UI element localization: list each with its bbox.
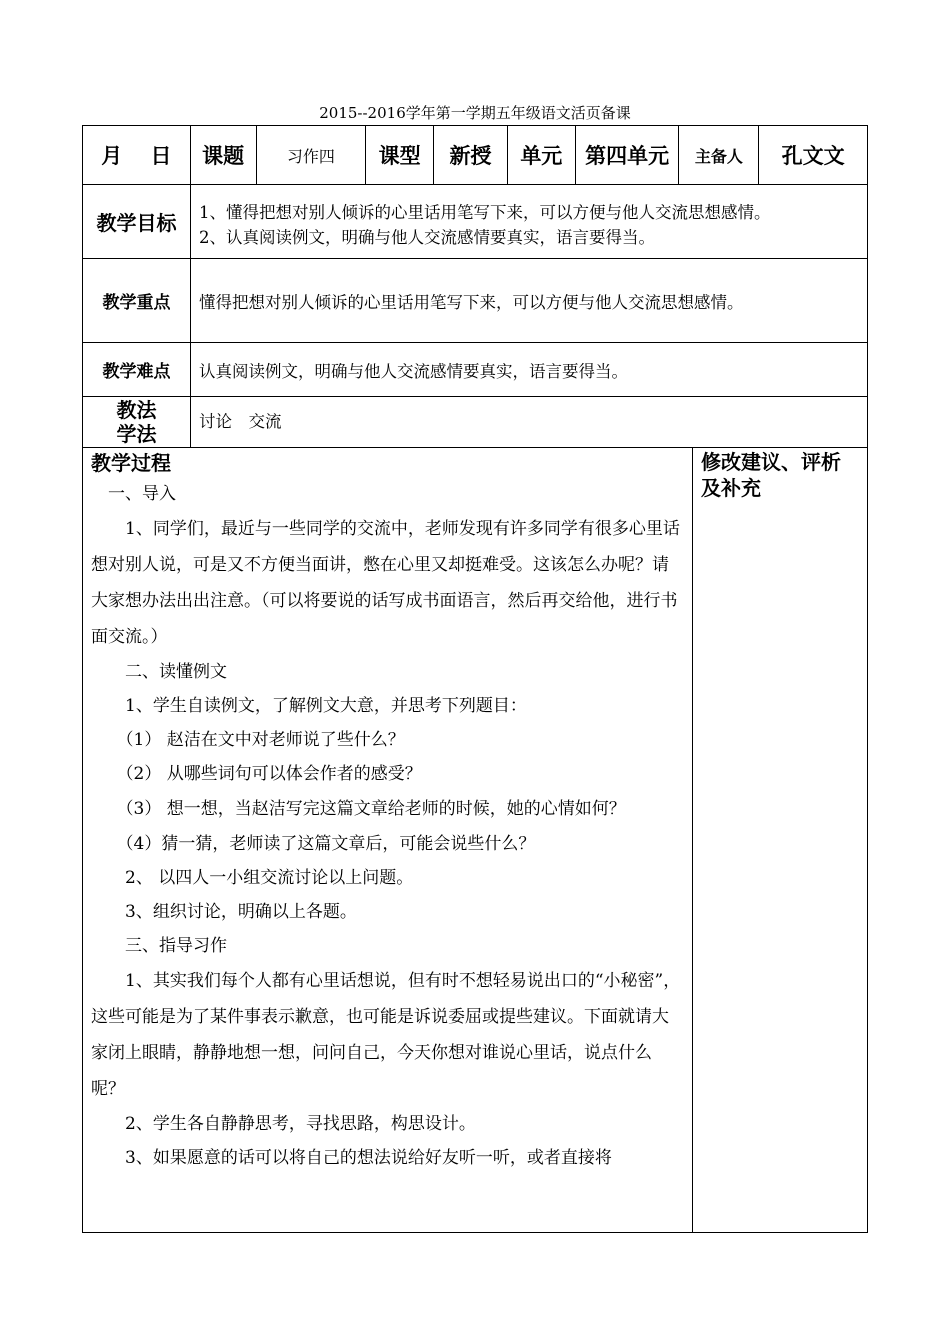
unit-value: 第四单元: [576, 126, 680, 184]
unit-label: 单元: [508, 126, 576, 184]
process-section: [82, 447, 868, 1233]
key-points-row: [82, 259, 868, 343]
process-column: [83, 447, 693, 1232]
process-paragraph: （2） 从哪些词句可以体会作者的感受？: [91, 764, 422, 784]
document-title: 2015--2016学年第一学期五年级语文活页备课: [319, 104, 631, 122]
key-points-content: 懂得把想对别人倾诉的心里话用笔写下来，可以方便与他人交流思想感情。: [199, 292, 744, 312]
process-paragraph: （1） 赵洁在文中对老师说了些什么？: [91, 730, 405, 750]
process-paragraph: 3、如果愿意的话可以将自己的想法说给好友听一听，或者直接将: [91, 1148, 612, 1168]
topic-value: 习作四: [257, 126, 367, 184]
process-paragraph: 二、读懂例文: [91, 662, 227, 682]
methods-label: [83, 397, 191, 447]
goals-label: 教学目标: [83, 185, 191, 258]
process-paragraph: 1、其实我们每个人都有心里话想说，但有时不想轻易说出口的“小秘密”，这些可能是为了某件事表示歉意，也可能是诉说委屈或提些建议。下面就请大家闭上眼睛，静静地想一想，问问自己，今天你想对谁说心里话，说点什么呢？: [91, 971, 681, 1099]
process-paragraph: 1、学生自读例文，了解例文大意，并思考下列题目：: [91, 696, 527, 716]
methods-content: [191, 397, 867, 447]
difficulties-row: [82, 343, 868, 397]
process-paragraph: （4）猜一猜，老师读了这篇文章后，可能会说些什么？: [91, 834, 536, 854]
methods-label-line2: 学法: [116, 422, 157, 446]
process-paragraph: （3） 想一想，当赵洁写完这篇文章给老师的时候，她的心情如何？: [91, 799, 626, 819]
process-paragraph: 2、 以四人一小组交流讨论以上问题。: [91, 868, 414, 888]
methods-label-line1: 教法: [116, 398, 157, 422]
lesson-type-label: 课型: [366, 126, 434, 184]
goals-content: [191, 185, 867, 258]
process-paragraph: 三、指导习作: [91, 936, 227, 956]
goal-line-2: 2、认真阅读例文，明确与他人交流感情要真实，语言要得当。: [199, 228, 655, 247]
process-paragraph: 2、学生各自静静思考，寻找思路，构思设计。: [91, 1114, 476, 1134]
lesson-type-value: 新授: [434, 126, 508, 184]
process-title: 教学过程: [91, 451, 171, 475]
header-row: [82, 125, 868, 185]
process-paragraph: 一、导入: [91, 484, 176, 504]
revision-title: 修改建议、评析及补充: [701, 450, 841, 500]
preparer-value: 孔文文: [781, 144, 845, 168]
methods-row: [82, 397, 868, 448]
methods-text: 讨论 交流: [199, 412, 282, 431]
key-points-label: 教学重点: [83, 259, 191, 342]
goal-line-1: 1、懂得把想对别人倾诉的心里话用笔写下来，可以方便与他人交流思想感情。: [199, 203, 771, 222]
process-paragraph: 1、同学们，最近与一些同学的交流中，老师发现有许多同学有很多心里话想对别人说，可是又不方便当面讲，憋在心里又却挺难受。这该怎么办呢？请大家想办法出出注意。（可以将要说的话写成书面语言，然后再交给他，进行书面交流。）: [91, 519, 680, 647]
goals-row: [82, 185, 868, 259]
revision-column: [693, 447, 867, 1232]
preparer-label: 主备人: [679, 126, 759, 184]
month-day-label: 月 日: [83, 126, 191, 184]
topic-label: 课题: [191, 126, 257, 184]
process-paragraph: 3、组织讨论，明确以上各题。: [91, 902, 357, 922]
difficulties-label: 教学难点: [83, 343, 191, 396]
difficulties-content: 认真阅读例文，明确与他人交流感情要真实，语言要得当。: [199, 361, 628, 381]
